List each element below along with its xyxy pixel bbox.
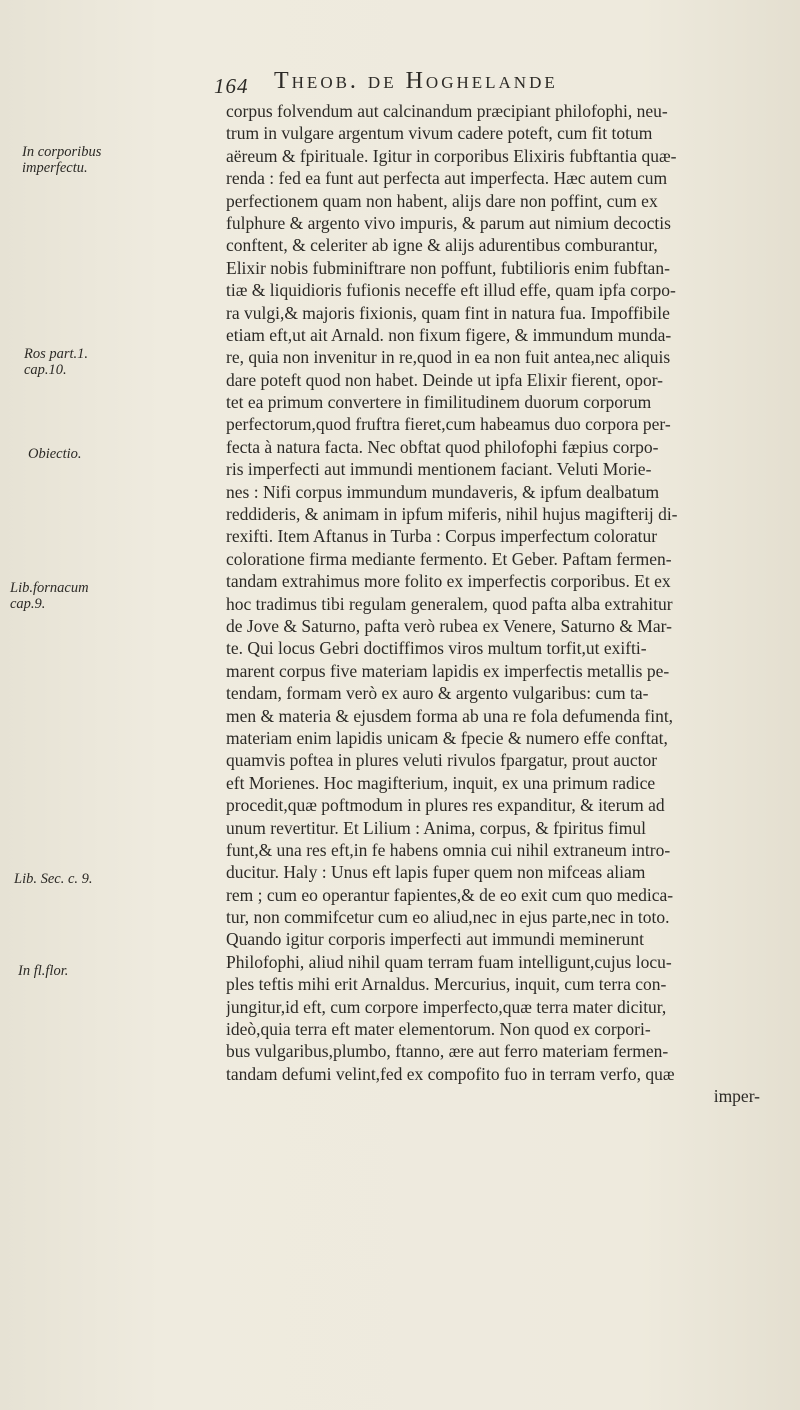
text-line: rexifti. Item Aftanus in Turba : Corpus imperfectum coloratur bbox=[226, 526, 658, 547]
margin-note-line: Ros part.1. bbox=[24, 346, 89, 362]
text-line: tandam defumi velint,fed ex compofito fuo in terram verfo, quæ bbox=[226, 1063, 675, 1084]
text-line: ra vulgi,& majoris fixionis, quam fint in natura fua. Impoffibile bbox=[226, 302, 670, 323]
margin-note-line: In corporibus bbox=[22, 144, 102, 160]
text-line: materiam enim lapidis unicam & fpecie & numero effe conftat, bbox=[226, 727, 668, 748]
text-line: men & materia & ejusdem forma ab una re fola defumenda fint, bbox=[226, 705, 674, 726]
text-line: hoc tradimus tibi regulam generalem, quod pafta alba extrahitur bbox=[226, 593, 673, 614]
text-line: rem ; cum eo operantur fapientes,& de eo exit cum quo medica- bbox=[226, 884, 674, 905]
page-header bbox=[214, 68, 774, 102]
text-line: bus vulgaribus,plumbo, ftanno, ære aut ferro materiam fermen- bbox=[226, 1041, 669, 1062]
text-line: Elixir nobis fubminiftrare non poffunt, fubtilioris enim fubftan- bbox=[226, 257, 670, 278]
text-line: aëreum & fpirituale. Igitur in corporibus Elixiris fubftantia quæ- bbox=[226, 145, 677, 166]
text-line: ideò,quia terra eft mater elementorum. Non quod ex corpori- bbox=[226, 1019, 651, 1040]
catchword: imper- bbox=[713, 1086, 760, 1107]
text-line: marent corpus five materiam lapidis ex imperfectis metallis pe- bbox=[226, 660, 670, 681]
text-line: nes : Nifi corpus immundum mundaveris, & ipfum dealbatum bbox=[226, 481, 660, 502]
text-line: ples teftis mihi erit Arnaldus. Mercurius, inquit, cum terra con- bbox=[226, 974, 667, 995]
text-line: perfectionem quam non habent, alijs dare non poffint, cum ex bbox=[226, 190, 658, 211]
text-line: conftent, & celeriter ab igne & alijs adurentibus comburantur, bbox=[226, 235, 658, 256]
margin-note-lib-sec bbox=[14, 871, 93, 887]
text-line: renda : fed ea funt aut perfecta aut imperfecta. Hæc autem cum bbox=[226, 168, 668, 189]
margin-note-line: cap.10. bbox=[24, 362, 67, 378]
margin-note-lib-fornacum bbox=[10, 580, 89, 612]
margin-note-ros-part bbox=[24, 346, 88, 378]
text-line: unum revertitur. Et Lilium : Anima, corpus, & fpiritus fimul bbox=[226, 817, 646, 838]
text-line: ducitur. Haly : Unus eft lapis fuper quem non mifceas aliam bbox=[226, 862, 646, 883]
text-line: ris imperfecti aut immundi mentionem faciant. Veluti Morie- bbox=[226, 459, 652, 480]
text-line: eft Morienes. Hoc magifterium, inquit, ex una primum radice bbox=[226, 772, 656, 793]
text-line: jungitur,id eft, cum corpore imperfecto,quæ terra mater dicitur, bbox=[226, 996, 667, 1017]
text-line: fulphure & argento vivo impuris, & parum aut nimium decoctis bbox=[226, 212, 671, 233]
margin-note-line: Lib. Sec. c. 9. bbox=[14, 871, 93, 887]
text-line: coloratione firma mediante fermento. Et Geber. Paftam fermen- bbox=[226, 548, 672, 569]
text-line: tet ea primum convertere in fimilitudinem duorum corporum bbox=[226, 392, 652, 413]
text-line: etiam eft,ut ait Arnald. non fixum figere, & immundum munda- bbox=[226, 324, 672, 345]
margin-note-in-fl-flor bbox=[18, 963, 68, 979]
text-line: quamvis poftea in plures veluti rivulos fpargatur, prout auctor bbox=[226, 750, 658, 771]
text-line: tiæ & liquidioris fufionis neceffe eft illud effe, quam ipfa corpo- bbox=[226, 280, 676, 301]
text-line: tur, non commifcetur cum eo aliud,nec in ejus parte,nec in toto. bbox=[226, 907, 670, 928]
text-line: Philofophi, aliud nihil quam terram fuam intelligunt,cujus locu- bbox=[226, 951, 672, 972]
text-line: te. Qui locus Gebri doctiffimos viros multum torfit,ut exifti- bbox=[226, 638, 647, 659]
text-line: corpus folvendum aut calcinandum præcipiant philofophi, neu- bbox=[226, 101, 668, 121]
text-line: re, quia non invenitur in re,quod in ea non fuit antea,nec aliquis bbox=[226, 347, 671, 368]
text-line: reddideris, & animam in ipfum miferis, nihil hujus magifterij di- bbox=[226, 504, 678, 525]
page-number: 164 bbox=[214, 74, 249, 98]
text-line: dare poteft quod non habet. Deinde ut ipfa Elixir fierent, opor- bbox=[226, 369, 664, 390]
text-line: fecta à natura facta. Nec obftat quod philofophi fæpius corpo- bbox=[226, 436, 659, 457]
margin-note-in-corporibus bbox=[22, 144, 101, 176]
text-line: Quando igitur corporis imperfecti aut immundi meminerunt bbox=[226, 929, 644, 950]
margin-note-line: In fl.flor. bbox=[18, 963, 69, 979]
text-line: de Jove & Saturno, pafta verò rubea ex Venere, Saturno & Mar- bbox=[226, 615, 672, 636]
margin-note-obiectio bbox=[28, 446, 82, 462]
margin-note-line: Obiectio. bbox=[28, 446, 82, 462]
running-head: Theob. de Hoghelande bbox=[274, 68, 558, 94]
text-line: tandam extrahimus more folito ex imperfectis corporibus. Et ex bbox=[226, 571, 671, 592]
text-line: tendam, formam verò ex auro & argento vulgaribus: cum ta- bbox=[226, 683, 649, 704]
text-line: funt,& una res eft,in fe habens omnia cui nihil extraneum intro- bbox=[226, 839, 671, 860]
text-line: trum in vulgare argentum vivum cadere poteft, cum fit totum bbox=[226, 123, 653, 144]
margin-note-line: cap.9. bbox=[10, 596, 46, 612]
body-text bbox=[226, 100, 796, 1108]
text-line: perfectorum,quod fruftra fieret,cum habeamus duo corpora per- bbox=[226, 414, 671, 435]
margin-note-line: imperfectu. bbox=[22, 160, 88, 176]
text-line: procedit,quæ poftmodum in plures res expanditur, & iterum ad bbox=[226, 795, 665, 816]
margin-note-line: Lib.fornacum bbox=[10, 580, 89, 596]
